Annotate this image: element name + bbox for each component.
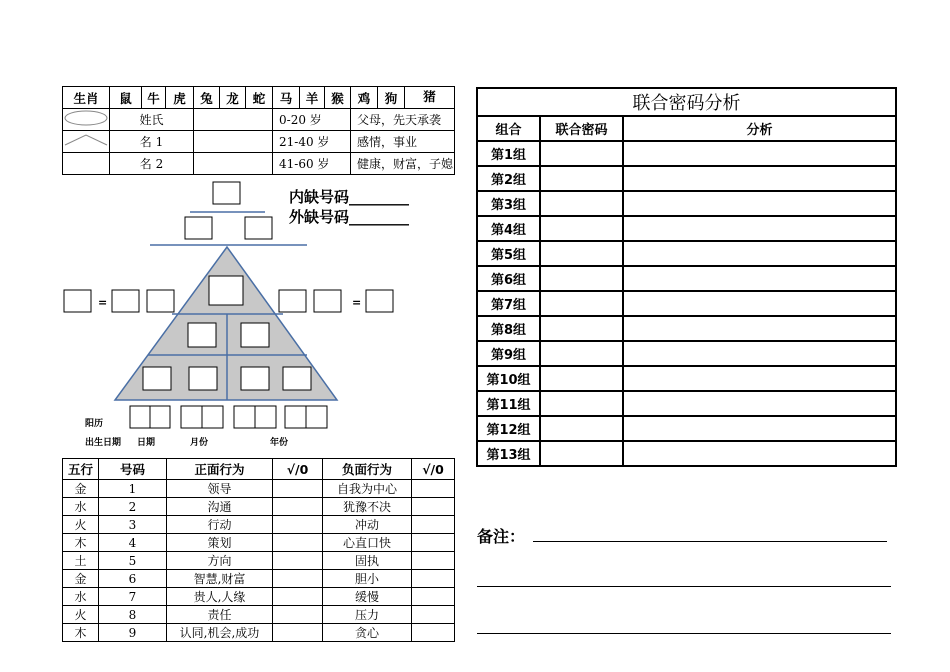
wuxing-cell: 1 <box>99 480 167 498</box>
analysis-cell[interactable] <box>623 341 896 366</box>
zodiac-header-cell: 龙 <box>220 87 246 109</box>
wuxing-cell: 5 <box>99 552 167 570</box>
wuxing-row <box>63 570 455 588</box>
group-label: 第9组 <box>477 341 540 366</box>
group-label: 第3组 <box>477 191 540 216</box>
middle-number-box[interactable] <box>241 323 269 347</box>
analysis-cell[interactable] <box>623 366 896 391</box>
wuxing-header-cell: 五行 <box>63 459 99 480</box>
check-cell[interactable] <box>273 552 323 570</box>
wuxing-cell: 自我为中心 <box>323 480 412 498</box>
check-cell[interactable] <box>273 588 323 606</box>
analysis-row <box>477 241 896 266</box>
zodiac-row-blank <box>194 131 273 153</box>
combined-code-cell[interactable] <box>540 441 623 466</box>
wuxing-cell: 8 <box>99 606 167 624</box>
analysis-row <box>477 341 896 366</box>
analysis-cell[interactable] <box>623 191 896 216</box>
day-digit-box[interactable] <box>130 406 150 428</box>
wuxing-row <box>63 624 455 642</box>
zodiac-row <box>63 131 455 153</box>
group-label: 第4组 <box>477 216 540 241</box>
combined-code-cell[interactable] <box>540 316 623 341</box>
zodiac-header-cell: 鸡 <box>351 87 378 109</box>
wuxing-cell: 胆小 <box>323 570 412 588</box>
right-equals-sign: = <box>352 296 362 309</box>
notes-label: 备注： <box>477 527 526 546</box>
second-number-box[interactable] <box>245 217 272 239</box>
analysis-cell[interactable] <box>623 416 896 441</box>
combined-code-cell[interactable] <box>540 291 623 316</box>
wuxing-cell: 认同,机会,成功 <box>167 624 273 642</box>
combined-code-cell[interactable] <box>540 341 623 366</box>
zodiac-row <box>63 109 455 131</box>
notes-line[interactable] <box>533 541 887 542</box>
wuxing-cell: 2 <box>99 498 167 516</box>
analysis-cell[interactable] <box>623 291 896 316</box>
wuxing-cell: 心直口快 <box>323 534 412 552</box>
analysis-row <box>477 141 896 166</box>
zodiac-header-cell: 鼠 <box>110 87 142 109</box>
wuxing-row <box>63 552 455 570</box>
zodiac-header-cell: 生肖 <box>63 87 110 109</box>
check-cell[interactable] <box>412 480 455 498</box>
day-digit-box[interactable] <box>150 406 170 428</box>
wuxing-header-cell: √/0 <box>412 459 455 480</box>
wuxing-cell: 3 <box>99 516 167 534</box>
zodiac-row-age: 0-20 岁 <box>273 109 351 131</box>
wuxing-row <box>63 498 455 516</box>
oval-shape-cell <box>63 109 110 131</box>
zodiac-header-row <box>63 87 455 109</box>
wuxing-row <box>63 606 455 624</box>
wuxing-cell: 方向 <box>167 552 273 570</box>
check-cell[interactable] <box>273 606 323 624</box>
wuxing-cell: 固执 <box>323 552 412 570</box>
wuxing-cell: 木 <box>63 534 99 552</box>
zodiac-row-name: 名 2 <box>110 153 194 175</box>
wuxing-cell: 冲动 <box>323 516 412 534</box>
wuxing-cell: 贪心 <box>323 624 412 642</box>
second-number-box[interactable] <box>185 217 212 239</box>
analysis-cell[interactable] <box>623 141 896 166</box>
wuxing-cell: 压力 <box>323 606 412 624</box>
analysis-row <box>477 216 896 241</box>
middle-number-box[interactable] <box>188 323 216 347</box>
analysis-cell[interactable] <box>623 266 896 291</box>
wuxing-cell: 犹豫不决 <box>323 498 412 516</box>
zodiac-header-cell: 猪 <box>405 87 455 109</box>
wuxing-header-cell: 负面行为 <box>323 459 412 480</box>
year-label: 年份 <box>270 438 289 448</box>
year-digit-box[interactable] <box>285 406 306 428</box>
bottom-number-box[interactable] <box>283 367 311 390</box>
zodiac-header-cell: 狗 <box>378 87 405 109</box>
analysis-cell[interactable] <box>623 391 896 416</box>
group-label: 第10组 <box>477 366 540 391</box>
zodiac-header-cell: 羊 <box>300 87 325 109</box>
analysis-header-cell: 分析 <box>623 116 896 141</box>
combined-code-cell[interactable] <box>540 391 623 416</box>
right-result-box[interactable] <box>366 290 393 312</box>
year-digit-box[interactable] <box>306 406 327 428</box>
year-digit-box[interactable] <box>255 406 276 428</box>
inner-missing-label: 内缺号码________ <box>289 188 410 206</box>
arrow-shape <box>63 131 109 149</box>
group-label: 第13组 <box>477 441 540 466</box>
analysis-row <box>477 316 896 341</box>
analysis-row <box>477 166 896 191</box>
zodiac-header-cell: 虎 <box>166 87 194 109</box>
left-result-box[interactable] <box>64 290 91 312</box>
zodiac-table <box>62 86 455 175</box>
right-number-box[interactable] <box>279 290 306 312</box>
group-label: 第12组 <box>477 416 540 441</box>
check-cell[interactable] <box>412 552 455 570</box>
wuxing-row <box>63 534 455 552</box>
zodiac-row-age: 21-40 岁 <box>273 131 351 153</box>
core-number-box[interactable] <box>209 276 243 305</box>
combined-code-cell[interactable] <box>540 141 623 166</box>
wuxing-cell: 6 <box>99 570 167 588</box>
analysis-cell[interactable] <box>623 441 896 466</box>
wuxing-cell: 9 <box>99 624 167 642</box>
analysis-body <box>477 141 896 466</box>
wuxing-cell: 金 <box>63 480 99 498</box>
wuxing-body <box>63 480 455 642</box>
analysis-header-cell: 组合 <box>477 116 540 141</box>
wuxing-cell: 7 <box>99 588 167 606</box>
oval-shape <box>63 109 109 127</box>
wuxing-header-cell: 号码 <box>99 459 167 480</box>
combined-code-cell[interactable] <box>540 366 623 391</box>
top-number-box[interactable] <box>213 182 240 204</box>
check-cell[interactable] <box>412 516 455 534</box>
wuxing-cell: 缓慢 <box>323 588 412 606</box>
bottom-number-box[interactable] <box>241 367 269 390</box>
analysis-title-row <box>477 88 896 116</box>
wuxing-row <box>63 588 455 606</box>
wuxing-cell: 木 <box>63 624 99 642</box>
zodiac-row-name: 姓氏 <box>110 109 194 131</box>
analysis-row <box>477 366 896 391</box>
analysis-row <box>477 391 896 416</box>
notes-line[interactable] <box>477 633 891 634</box>
analysis-row <box>477 191 896 216</box>
wuxing-cell: 火 <box>63 516 99 534</box>
group-label: 第1组 <box>477 141 540 166</box>
check-cell[interactable] <box>273 624 323 642</box>
zodiac-header-cell: 牛 <box>142 87 166 109</box>
combined-code-cell[interactable] <box>540 241 623 266</box>
left-number-box[interactable] <box>112 290 139 312</box>
zodiac-row-age: 41-60 岁 <box>273 153 351 175</box>
wuxing-cell: 领导 <box>167 480 273 498</box>
calendar-label: 阳历 <box>85 419 104 429</box>
group-label: 第5组 <box>477 241 540 266</box>
zodiac-row-blank <box>194 109 273 131</box>
wuxing-cell: 水 <box>63 588 99 606</box>
check-cell[interactable] <box>412 588 455 606</box>
check-cell[interactable] <box>412 534 455 552</box>
wuxing-cell: 火 <box>63 606 99 624</box>
group-label: 第11组 <box>477 391 540 416</box>
combined-code-cell[interactable] <box>540 191 623 216</box>
outer-missing-label: 外缺号码________ <box>289 208 410 226</box>
month-digit-box[interactable] <box>202 406 223 428</box>
wuxing-row <box>63 480 455 498</box>
right-number-box[interactable] <box>314 290 341 312</box>
month-label: 月份 <box>190 438 209 448</box>
analysis-cell[interactable] <box>623 241 896 266</box>
check-cell[interactable] <box>273 498 323 516</box>
analysis-cell[interactable] <box>623 316 896 341</box>
wuxing-cell: 4 <box>99 534 167 552</box>
left-number-box[interactable] <box>147 290 174 312</box>
check-cell[interactable] <box>412 570 455 588</box>
bottom-number-box[interactable] <box>143 367 171 390</box>
wuxing-cell: 水 <box>63 498 99 516</box>
analysis-row <box>477 266 896 291</box>
birth-date-label: 出生日期 <box>85 438 122 448</box>
analysis-row <box>477 416 896 441</box>
check-cell[interactable] <box>273 570 323 588</box>
zodiac-header-cell: 猴 <box>325 87 351 109</box>
wuxing-cell: 土 <box>63 552 99 570</box>
check-cell[interactable] <box>412 624 455 642</box>
check-cell[interactable] <box>273 534 323 552</box>
group-label: 第2组 <box>477 166 540 191</box>
wuxing-row <box>63 516 455 534</box>
analysis-row <box>477 441 896 466</box>
wuxing-cell: 沟通 <box>167 498 273 516</box>
wuxing-table <box>62 458 455 642</box>
check-cell[interactable] <box>412 498 455 516</box>
wuxing-cell: 责任 <box>167 606 273 624</box>
check-cell[interactable] <box>273 480 323 498</box>
zodiac-header-cell: 蛇 <box>246 87 273 109</box>
wuxing-cell: 智慧,财富 <box>167 570 273 588</box>
arrow-shape-cell <box>63 131 110 153</box>
analysis-cell[interactable] <box>623 166 896 191</box>
combined-code-cell[interactable] <box>540 216 623 241</box>
group-label: 第6组 <box>477 266 540 291</box>
analysis-cell[interactable] <box>623 216 896 241</box>
wuxing-header-cell: 正面行为 <box>167 459 273 480</box>
wuxing-cell: 贵人,人缘 <box>167 588 273 606</box>
wuxing-cell: 金 <box>63 570 99 588</box>
analysis-header-cell: 联合密码 <box>540 116 623 141</box>
analysis-row <box>477 291 896 316</box>
zodiac-header-cell: 马 <box>273 87 300 109</box>
wuxing-cell: 行动 <box>167 516 273 534</box>
analysis-table <box>476 87 897 467</box>
combined-code-cell[interactable] <box>540 416 623 441</box>
zodiac-row-meaning: 健康，财富，子媳 <box>351 153 455 175</box>
month-digit-box[interactable] <box>181 406 202 428</box>
check-cell[interactable] <box>273 516 323 534</box>
combined-code-cell[interactable] <box>540 266 623 291</box>
notes-line[interactable] <box>477 586 891 587</box>
zodiac-row-meaning: 父母，先天承袭 <box>351 109 455 131</box>
zodiac-header-cell: 兔 <box>194 87 220 109</box>
wuxing-header-row <box>63 459 455 480</box>
year-digit-box[interactable] <box>234 406 255 428</box>
combined-code-cell[interactable] <box>540 166 623 191</box>
group-label: 第8组 <box>477 316 540 341</box>
wuxing-header-cell: √/0 <box>273 459 323 480</box>
bottom-number-box[interactable] <box>189 367 217 390</box>
day-label: 日期 <box>137 438 156 448</box>
group-label: 第7组 <box>477 291 540 316</box>
zodiac-row-meaning: 感情，事业 <box>351 131 455 153</box>
analysis-header-row <box>477 116 896 141</box>
zodiac-row-name: 名 1 <box>110 131 194 153</box>
wuxing-cell: 策划 <box>167 534 273 552</box>
left-equals-sign: = <box>98 296 108 309</box>
analysis-title: 联合密码分析 <box>477 88 896 116</box>
check-cell[interactable] <box>412 606 455 624</box>
